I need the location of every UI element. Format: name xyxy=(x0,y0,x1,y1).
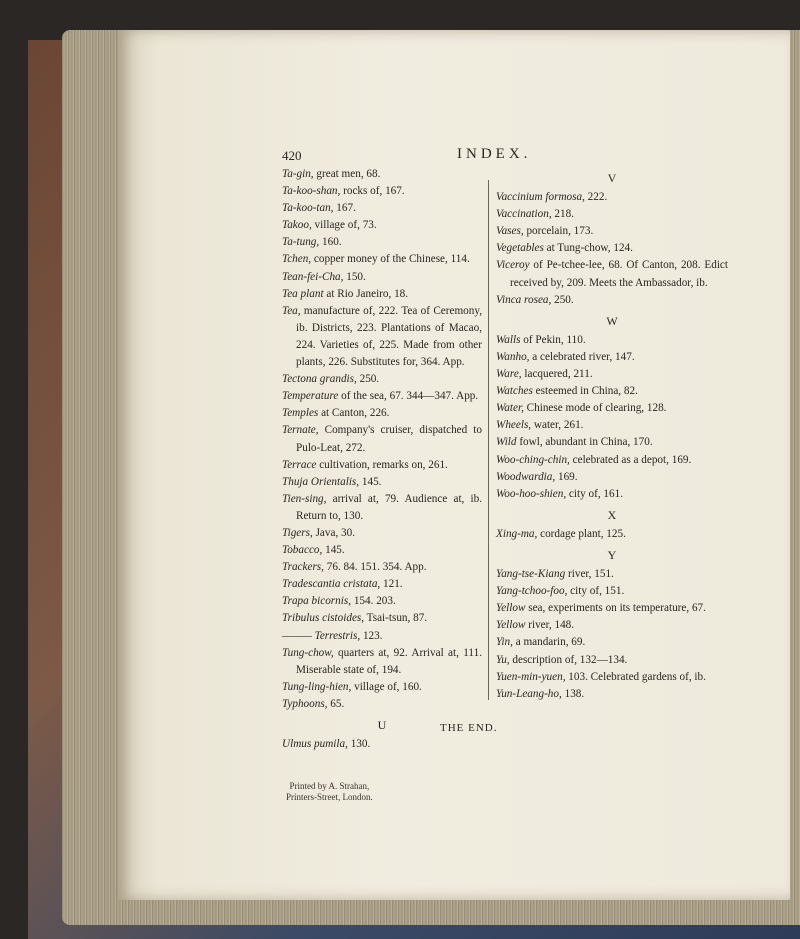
index-entry xyxy=(282,696,482,713)
index-entry xyxy=(282,525,482,542)
index-entry xyxy=(282,269,482,286)
index-references: at Canton, 226. xyxy=(318,407,390,420)
index-references: copper money of the Chinese, 114. xyxy=(311,253,470,266)
index-term: Tribulus cistoides, xyxy=(282,612,365,625)
index-term: Typhoons, xyxy=(282,697,328,710)
index-references: 145. xyxy=(359,475,382,488)
index-term: Trackers, xyxy=(282,561,324,574)
index-entry xyxy=(282,736,482,753)
index-term: Temperature xyxy=(282,390,339,403)
index-references: 65. xyxy=(327,697,345,710)
index-term: Ternate, xyxy=(282,424,319,437)
index-term: Woo-ching-chin, xyxy=(496,453,570,466)
index-entry xyxy=(496,686,728,703)
index-references: 103. Celebrated gardens of, ib. xyxy=(565,670,706,683)
index-references: Chinese mode of clearing, 128. xyxy=(523,402,667,415)
section-letter: U xyxy=(377,718,387,732)
index-term: Tean-fei-Cha, xyxy=(282,270,344,283)
index-term: Tobacco, xyxy=(282,544,323,557)
index-entry xyxy=(496,257,728,291)
index-term: Tea, xyxy=(282,304,301,317)
index-entry xyxy=(496,452,728,469)
index-references: water, 261. xyxy=(531,419,584,432)
index-term: Vaccinium formosa, xyxy=(496,191,585,204)
index-term: Walls xyxy=(496,333,521,346)
index-term: Vinca rosea, xyxy=(496,293,552,306)
index-term: Yun-Leang-ho, xyxy=(496,687,562,700)
index-entry xyxy=(496,566,728,583)
index-term: Temples xyxy=(282,407,319,420)
index-references: a mandarin, 69. xyxy=(512,636,586,649)
index-entry xyxy=(496,400,728,417)
index-term: Tung-chow, xyxy=(282,646,334,659)
index-term: Water, xyxy=(496,402,524,415)
index-references: 123. xyxy=(360,629,383,642)
index-references: porcelain, 173. xyxy=(523,225,594,238)
index-references: 160. xyxy=(319,236,342,249)
index-references: sea, experiments on its temperature, 67. xyxy=(525,602,706,615)
index-entry xyxy=(282,628,482,645)
section-letter: Y xyxy=(607,547,617,562)
index-references: lacquered, 211. xyxy=(521,368,593,381)
index-entry xyxy=(496,600,728,617)
index-references: cultivation, remarks on, 261. xyxy=(316,458,448,471)
index-term: Terrace xyxy=(282,458,317,471)
index-term: Tigers, xyxy=(282,526,313,539)
index-term: Vases, xyxy=(496,225,524,238)
index-entry xyxy=(496,206,728,223)
index-references: river, 148. xyxy=(525,619,575,632)
index-references: city of, 161. xyxy=(566,487,623,500)
index-entry xyxy=(282,200,482,217)
index-references: 145. xyxy=(322,544,345,557)
index-entry xyxy=(282,251,482,268)
index-references: Java, 30. xyxy=(312,526,356,539)
index-entry xyxy=(282,371,482,388)
index-references: description of, 132—134. xyxy=(509,653,628,666)
index-references: arrival at, 79. Audience at, ib. Return to, 130. xyxy=(296,492,482,522)
index-references: cordage plant, 125. xyxy=(537,527,626,540)
index-term: Watches xyxy=(496,385,533,398)
index-entry xyxy=(282,559,482,576)
index-entry xyxy=(282,166,482,183)
index-entry xyxy=(496,366,728,383)
index-term: Vegetables xyxy=(496,242,544,255)
index-term: Viceroy xyxy=(496,259,530,272)
index-references: 250. xyxy=(551,293,574,306)
index-references: 218. xyxy=(551,208,574,221)
index-references: 130. xyxy=(347,738,371,751)
index-entry xyxy=(282,234,482,251)
index-term: Ta-koo-tan, xyxy=(282,202,334,215)
index-references: 76. 84. 151. 354. App. xyxy=(323,561,427,574)
index-term: Trapa bicornis, xyxy=(282,595,352,608)
index-entry xyxy=(496,240,728,257)
index-entry xyxy=(496,526,728,543)
index-references: river, 151. xyxy=(565,568,614,581)
index-term: Wanho, xyxy=(496,350,530,363)
index-term: Yuen-min-yuen, xyxy=(496,670,566,683)
index-entry xyxy=(496,434,728,451)
index-entry xyxy=(282,405,482,422)
index-term: Ta-koo-shan, xyxy=(282,185,341,198)
index-references: 154. 203. xyxy=(351,595,396,608)
index-entry xyxy=(496,383,728,400)
index-references: 222. xyxy=(584,191,608,204)
index-references: manufacture of, 222. Tea of Ceremony, ib. Districts, 223. Plantations of Macao, 224. Varieties of, 225. Made from other plants, 226. Substitutes for, 364. App. xyxy=(296,304,482,369)
index-entry xyxy=(496,189,728,206)
index-references: village of, 73. xyxy=(311,219,377,232)
index-column-left xyxy=(282,166,482,753)
index-entry xyxy=(496,292,728,309)
index-entry xyxy=(496,652,728,669)
index-term: Tien-sing, xyxy=(282,492,327,505)
index-term: Tectona grandis, xyxy=(282,373,357,386)
section-letter: X xyxy=(607,507,617,522)
index-entry xyxy=(282,217,482,234)
index-term: Tea plant xyxy=(282,287,324,300)
index-term: ——— Terrestris, xyxy=(282,629,361,642)
index-term: Xing-ma, xyxy=(496,527,538,540)
index-term: Yu, xyxy=(496,653,510,666)
index-entry xyxy=(282,491,482,525)
index-entry xyxy=(496,332,728,349)
index-entry xyxy=(496,469,728,486)
index-references: Tsai-tsun, 87. xyxy=(364,612,428,625)
index-references: great men, 68. xyxy=(313,168,381,180)
index-entry xyxy=(282,679,482,696)
index-entry xyxy=(282,645,482,679)
index-references: esteemed in China, 82. xyxy=(532,385,638,398)
page-number: 420 xyxy=(282,148,302,163)
index-references: 150. xyxy=(343,270,366,283)
index-term: Thuja Orientalis, xyxy=(282,475,360,488)
index-term: Vaccination, xyxy=(496,208,552,221)
index-entry xyxy=(282,183,482,200)
index-term: Yellow xyxy=(496,619,526,632)
index-references: at Rio Janeiro, 18. xyxy=(323,287,409,300)
index-references: 167. xyxy=(333,202,356,215)
index-references: quarters at, 92. Arrival at, 111. Miserable state of, 194. xyxy=(296,646,482,676)
index-references: of Pe-tchee-lee, 68. Of Canton, 208. Edict received by, 209. Meets the Ambassador, ib. xyxy=(510,259,728,289)
column-divider xyxy=(488,180,489,700)
index-term: Woo-hoo-shien, xyxy=(496,487,567,500)
index-references: celebrated as a depot, 169. xyxy=(569,453,692,466)
index-term: Yellow xyxy=(496,602,526,615)
index-references: fowl, abundant in China, 170. xyxy=(516,436,653,449)
index-entry xyxy=(496,634,728,651)
index-entry xyxy=(496,349,728,366)
index-term: Wheels, xyxy=(496,419,532,432)
index-entry xyxy=(496,669,728,686)
index-references: Company's cruiser, dispatched to Pulo-Leat, 272. xyxy=(296,424,482,454)
index-term: Tradescantia cristata, xyxy=(282,578,381,591)
printer-imprint xyxy=(286,781,373,803)
index-term: Ta-tung, xyxy=(282,236,320,249)
index-entry xyxy=(282,474,482,491)
index-entry xyxy=(496,583,728,600)
index-entry xyxy=(282,303,482,371)
index-references: of Pekin, 110. xyxy=(520,333,586,346)
index-references: at Tung-chow, 124. xyxy=(543,242,633,255)
index-term: Ta-gin, xyxy=(282,168,314,180)
index-term: Takoo, xyxy=(282,219,312,232)
index-term: Ware, xyxy=(496,368,522,381)
running-title: INDEX. xyxy=(457,146,532,162)
section-letter: W xyxy=(606,313,618,328)
index-term: Yang-tse-Kiang xyxy=(496,568,566,581)
index-references: 169. xyxy=(555,470,578,483)
index-column-right xyxy=(496,166,728,703)
the-end-text: THE END. xyxy=(440,722,498,734)
index-references: 138. xyxy=(561,687,585,700)
index-entry xyxy=(282,610,482,627)
index-entry xyxy=(496,223,728,240)
index-entry xyxy=(496,486,728,503)
index-entry xyxy=(282,576,482,593)
index-entry xyxy=(282,422,482,456)
index-term: Yang-tchoo-foo, xyxy=(496,585,568,598)
printer-line-2: Printers-Street, London. xyxy=(286,792,373,802)
index-references: rocks of, 167. xyxy=(340,185,405,198)
printer-line-1: Printed by A. Strahan, xyxy=(289,781,370,791)
section-letter: V xyxy=(607,171,617,185)
index-term: Wild xyxy=(496,436,517,449)
index-entry xyxy=(496,617,728,634)
index-entry xyxy=(282,286,482,303)
index-references: 121. xyxy=(380,578,403,591)
index-entry xyxy=(282,457,482,474)
index-term: Woodwardia, xyxy=(496,470,556,483)
index-term: Yin, xyxy=(496,636,513,649)
index-term: Tung-ling-hien, xyxy=(282,680,352,693)
index-term: Tchen, xyxy=(282,253,312,266)
index-entry xyxy=(282,593,482,610)
index-references: village of, 160. xyxy=(351,680,422,693)
index-references: city of, 151. xyxy=(567,585,625,598)
index-entry xyxy=(496,417,728,434)
index-references: 250. xyxy=(356,373,380,386)
index-term: Ulmus pumila, xyxy=(282,738,348,751)
index-references: a celebrated river, 147. xyxy=(529,350,635,363)
index-references: of the sea, 67. 344—347. App. xyxy=(338,390,479,403)
index-entry xyxy=(282,388,482,405)
index-entry xyxy=(282,542,482,559)
